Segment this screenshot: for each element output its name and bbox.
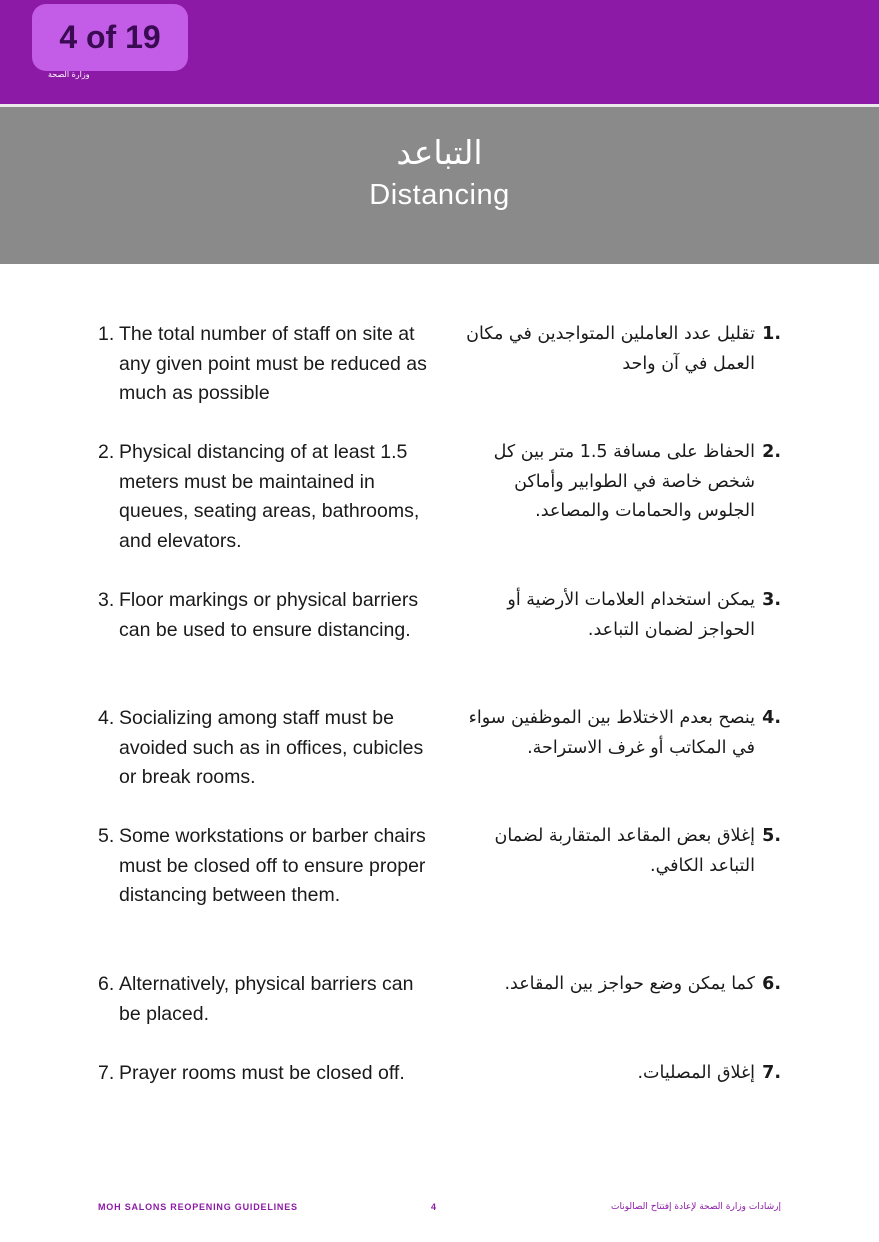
title-band bbox=[0, 107, 879, 264]
item-text: كما يمكن وضع حواجز بين المقاعد. bbox=[504, 974, 755, 994]
guideline-item-en-4 bbox=[98, 704, 428, 793]
item-text: يمكن استخدام العلامات الأرضية أو الحواجز لضمان التباعد. bbox=[507, 590, 755, 640]
item-number: 7. bbox=[98, 1062, 115, 1084]
item-text: Prayer rooms must be closed off. bbox=[119, 1062, 405, 1084]
item-number: 6. bbox=[98, 973, 115, 995]
item-number: 1. bbox=[98, 323, 115, 345]
item-number: .4 bbox=[762, 708, 781, 728]
guideline-item-en-7 bbox=[98, 1059, 428, 1089]
item-text: Socializing among staff must be avoided such as in offices, cubicles or break rooms. bbox=[119, 707, 424, 788]
item-number: 2. bbox=[98, 441, 115, 463]
item-number: .3 bbox=[762, 590, 781, 610]
item-number: .7 bbox=[762, 1063, 781, 1083]
page-title-arabic: التباعد bbox=[396, 133, 483, 172]
item-number: 3. bbox=[98, 589, 115, 611]
item-text: الحفاظ على مسافة 1.5 متر بين كل شخص خاصة في الطوابير وأماكن الجلوس والحمامات والمصاعد. bbox=[493, 442, 755, 521]
item-number: .2 bbox=[762, 442, 781, 462]
top-bar bbox=[0, 0, 879, 104]
item-text: Some workstations or barber chairs must be closed off to ensure proper distancing between them. bbox=[119, 825, 426, 906]
guideline-item-en-5 bbox=[98, 822, 428, 911]
item-text: The total number of staff on site at any given point must be reduced as much as possible bbox=[119, 323, 427, 404]
guideline-item-ar-7 bbox=[451, 1059, 781, 1089]
guideline-item-ar-3 bbox=[451, 586, 781, 645]
item-number: .5 bbox=[762, 826, 781, 846]
item-number: .1 bbox=[762, 324, 781, 344]
item-text: Floor markings or physical barriers can be used to ensure distancing. bbox=[119, 589, 419, 641]
page-indicator-badge: 4 of 19 bbox=[32, 4, 188, 71]
guideline-item-ar-5 bbox=[451, 822, 781, 881]
guideline-item-en-2 bbox=[98, 438, 428, 556]
guideline-item-en-1 bbox=[98, 320, 428, 409]
item-text: Alternatively, physical barriers can be placed. bbox=[119, 973, 414, 1025]
footer-page-number: 4 bbox=[431, 1202, 437, 1212]
page-title-english: Distancing bbox=[369, 179, 510, 211]
item-number: 4. bbox=[98, 707, 115, 729]
guideline-item-en-3 bbox=[98, 586, 428, 645]
item-number: 5. bbox=[98, 825, 115, 847]
guideline-item-en-6 bbox=[98, 970, 428, 1029]
item-text: إغلاق بعض المقاعد المتقاربة لضمان التباعد الكافي. bbox=[494, 826, 755, 876]
ministry-logo-text: وزارة الصحة bbox=[48, 70, 90, 79]
guideline-item-ar-6 bbox=[451, 970, 781, 1000]
guideline-item-ar-2 bbox=[451, 438, 781, 527]
item-text: ينصح بعدم الاختلاط بين الموظفين سواء في المكاتب أو غرف الاستراحة. bbox=[468, 708, 755, 758]
item-text: Physical distancing of at least 1.5 meters must be maintained in queues, seating areas, bathrooms, and elevators. bbox=[119, 441, 420, 552]
item-number: .6 bbox=[762, 974, 781, 994]
footer-title-english: MOH SALONS REOPENING GUIDELINES bbox=[98, 1202, 298, 1212]
item-text: تقليل عدد العاملين المتواجدين في مكان العمل في آن واحد bbox=[466, 324, 755, 374]
guideline-item-ar-4 bbox=[451, 704, 781, 763]
footer-title-arabic: إرشادات وزارة الصحة لإعادة إفتتاح الصالونات bbox=[610, 1202, 781, 1212]
item-text: إغلاق المصليات. bbox=[637, 1063, 755, 1083]
guideline-item-ar-1 bbox=[451, 320, 781, 379]
